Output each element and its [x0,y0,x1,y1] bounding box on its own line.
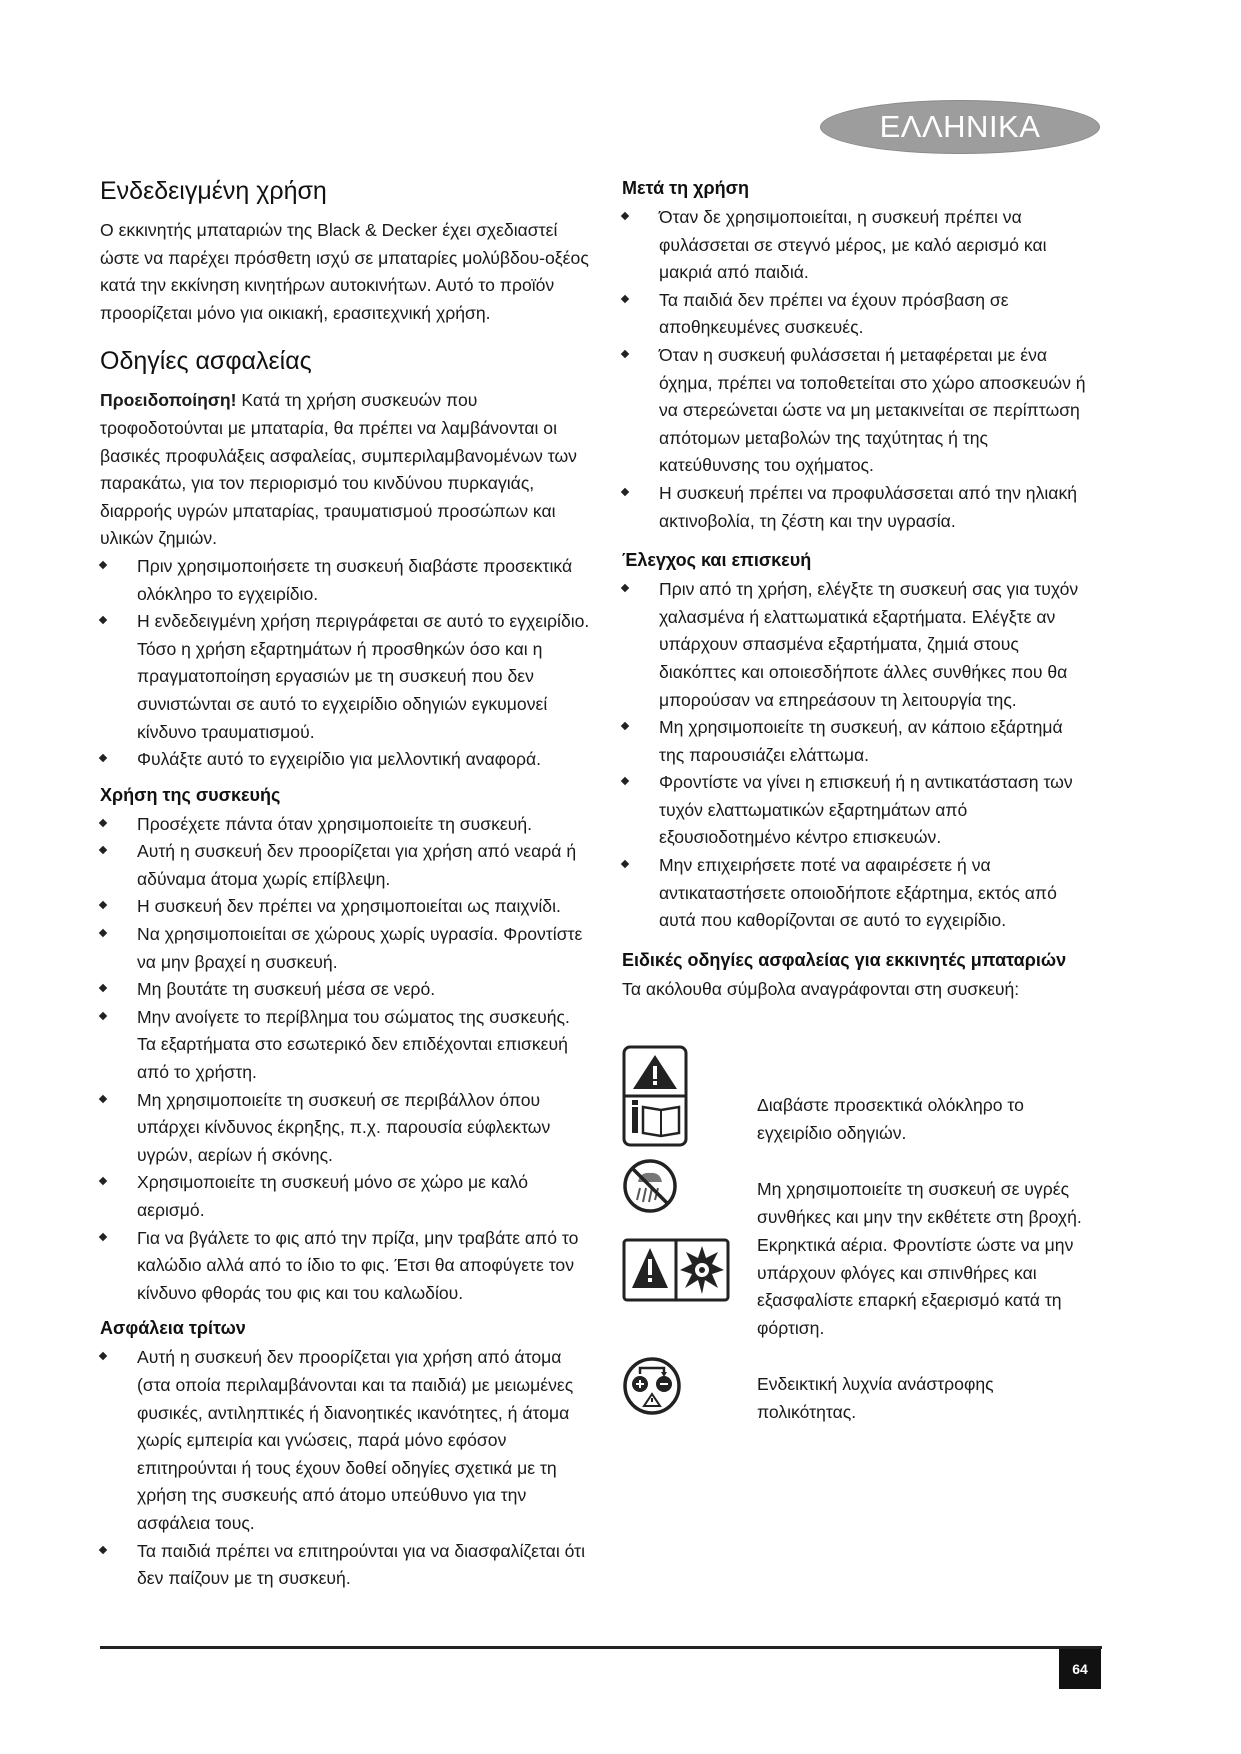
bullet-icon [621,860,629,868]
inspection-heading: Έλεγχος και επισκευή [622,550,812,571]
list-item: Πριν χρησιμοποιήσετε τη συσκευή διαβάστε προσεκτικά ολόκληρο το εγχειρίδιο. [100,553,590,608]
page-number: 64 [1059,1649,1101,1689]
language-tab: ΕΛΛΗΝΙΚΑ [820,100,1100,154]
bullet-icon [99,1352,107,1360]
list-item: Φυλάξτε αυτό το εγχειρίδιο για μελλοντική αναφορά. [100,746,590,774]
bullet-icon [99,846,107,854]
use-list [100,811,590,1308]
warning-read-manual-icon [622,1045,688,1152]
special-heading: Ειδικές οδηγίες ασφαλείας για εκκινητές μπαταριών [622,949,1067,970]
bullet-icon [621,488,629,496]
list-item: Να χρησιμοποιείται σε χώρους χωρίς υγρασία. Φροντίστε να μην βραχεί η συσκευή. [100,921,590,976]
list-item: Μην επιχειρήσετε ποτέ να αφαιρέσετε ή να αντικαταστήσετε οποιοδήποτε εξάρτημα, εκτός από αυτά που καθορίζονται σε αυτό το εγχειρίδιο. [622,852,1092,935]
symbol-text-no-rain: Μη χρησιμοποιείτε τη συσκευή σε υγρές συνθήκες και μην την εκθέτετε στη βροχή. [757,1179,1082,1227]
symbol-text-explosive: Εκρηκτικά αέρια. Φροντίστε ώστε να μην υπάρχουν φλόγες και σπινθήρες και εξασφαλίστε επαρκή εξαερισμό κατά τη φόρτιση. [757,1235,1074,1338]
list-item: Η συσκευή δεν πρέπει να χρησιμοποιείται ως παιχνίδι. [100,893,590,921]
list-item: Χρησιμοποιείτε τη συσκευή μόνο σε χώρο με καλό αερισμό. [100,1169,590,1224]
list-item: Πριν από τη χρήση, ελέγξτε τη συσκευή σας για τυχόν χαλασμένα ή ελαττωματικά εξαρτήματα. Ελέγξτε αν υπάρχουν σπασμένα εξαρτήματα, ζημιά στους διακόπτες και οποιεσδήποτε άλλες συνθήκες που θα μπορούσαν να επηρεάσουν τη λειτουργία της. [622,576,1092,714]
list-item: Αυτή η συσκευή δεν προορίζεται για χρήση από νεαρά ή αδύναμα άτομα χωρίς επίβλεψη. [100,838,590,893]
list-item: Τα παιδιά πρέπει να επιτηρούνται για να διασφαλίζεται ότι δεν παίζουν με τη συσκευή. [100,1538,590,1593]
third-party-heading: Ασφάλεια τρίτων [100,1318,246,1339]
list-item: Αυτή η συσκευή δεν προορίζεται για χρήση από άτομα (στα οποία περιλαμβάνονται και τα παιδιά) με μειωμένες φυσικές, αντιληπτικές ή διανοητικές ικανότητες, ή άτομα χωρίς εμπειρία και γνώσεις, παρά μόνο εφόσον επιτηρούνται ή τους έχουν δοθεί οδηγίες σχετικά με τη χρήση της συσκευής από άτομο υπεύθυνο για την ασφάλεια τους. [100,1344,590,1537]
bullet-icon [99,1545,107,1553]
list-item: Μη βουτάτε τη συσκευή μέσα σε νερό. [100,976,590,1004]
list-item: Όταν η συσκευή φυλάσσεται ή μεταφέρεται με ένα όχημα, πρέπει να τοποθετείται στο χώρο αποσκευών ή να στερεώνεται ώστε να μη μετακινείται σε περίπτωση απότομων μεταβολών της ταχύτητας ή της κατεύθυνσης του οχήματος. [622,342,1092,480]
warning-text: Κατά τη χρήση συσκευών που τροφοδοτούνται με μπαταρία, θα πρέπει να λαμβάνονται οι βασικές προφυλάξεις ασφαλείας, συμπεριλαμβανομένων των παρακάτω, για τον περιορισμό του κινδύνου πυρκαγιάς, διαρροής υγρών μπαταρίας, τραυματισμού προσώπων και υλικών ζημιών. [100,390,577,549]
bullet-icon [99,1094,107,1102]
bullet-icon [621,722,629,730]
bullet-icon [99,901,107,909]
bullet-icon [621,777,629,785]
safety-warning [100,387,590,553]
right-column [622,175,1092,1003]
intended-use-heading: Ενδεδειγμένη χρήση [100,177,327,205]
symbol-text-polarity: Ενδεικτική λυχνία ανάστροφης πολικότητας. [757,1374,994,1422]
list-item: Φροντίστε να γίνει η επισκευή ή η αντικατάσταση των τυχόν ελαττωματικών εξαρτημάτων από εξουσιοδοτημένο κέντρο επισκευών. [622,769,1092,852]
bullet-icon [99,561,107,569]
bullet-icon [621,584,629,592]
explosive-gas-icon [622,1238,730,1307]
footer-rule [100,1646,1102,1649]
reverse-polarity-icon [622,1356,682,1421]
intended-use-text: Ο εκκινητής μπαταριών της Black & Decker έχει σχεδιαστεί ώστε να παρέχει πρόσθετη ισχύ σε μπαταρίες μολύβδου-οξέος κατά την εκκίνηση κινητήρων αυτοκινήτων. Αυτό το προϊόν προορίζεται μόνο για οικιακή, ερασιτεχνική χρήση. [100,220,589,323]
list-item: Μη χρησιμοποιείτε τη συσκευή σε περιβάλλον όπου υπάρχει κίνδυνος έκρηξης, π.χ. παρουσία εύφλεκτων υγρών, αερίων ή σκόνης. [100,1087,590,1170]
warning-label: Προειδοποίηση! [100,390,237,411]
bullet-icon [99,984,107,992]
bullet-icon [99,754,107,762]
list-item: Η ενδεδειγμένη χρήση περιγράφεται σε αυτό το εγχειρίδιο. Τόσο η χρήση εξαρτημάτων ή προσθηκών όσο και η πραγματοποίηση εργασιών με τη συσκευή που δεν συνιστώνται σε αυτό το εγχειρίδιο οδηγιών εγκυμονεί κίνδυνο τραυματισμού. [100,608,590,746]
special-text: Τα ακόλουθα σύμβολα αναγράφονται στη συσκευή: [622,978,1020,999]
symbol-text-read-manual: Διαβάστε προσεκτικά ολόκληρο το εγχειρίδιο οδηγιών. [757,1095,1024,1143]
after-use-heading: Μετά τη χρήση [622,178,749,198]
list-item: Μη χρησιμοποιείτε τη συσκευή, αν κάποιο εξάρτημά της παρουσιάζει ελάττωμα. [622,714,1092,769]
bullet-icon [99,1177,107,1185]
bullet-icon [99,1012,107,1020]
after-use-list [622,204,1092,535]
safety-heading: Οδηγίες ασφαλείας [100,347,312,376]
no-rain-icon [622,1158,678,1219]
list-item: Μην ανοίγετε το περίβλημα του σώματος της συσκευής. Τα εξαρτήματα στο εσωτερικό δεν επιδέχονται επισκευή από το χρήστη. [100,1004,590,1087]
list-item: Η συσκευή πρέπει να προφυλάσσεται από την ηλιακή ακτινοβολία, τη ζέστη και την υγρασία. [622,480,1092,535]
bullet-icon [99,929,107,937]
list-item: Για να βγάλετε το φις από την πρίζα, μην τραβάτε από το καλώδιο αλλά από το ίδιο το φις. Έτσι θα αποφύγετε τον κίνδυνο φθοράς του φις και του καλωδίου. [100,1225,590,1308]
left-column [100,175,590,1593]
inspection-list [622,576,1092,935]
bullet-icon [621,350,629,358]
use-heading: Χρήση της συσκευής [100,784,281,805]
bullet-icon [621,212,629,220]
safety-list [100,553,590,774]
list-item: Όταν δε χρησιμοποιείται, η συσκευή πρέπει να φυλάσσεται σε στεγνό μέρος, με καλό αερισμό και μακριά από παιδιά. [622,204,1092,287]
third-party-list [100,1344,590,1592]
list-item: Τα παιδιά δεν πρέπει να έχουν πρόσβαση σε αποθηκευμένες συσκευές. [622,287,1092,342]
bullet-icon [621,295,629,303]
bullet-icon [99,1232,107,1240]
bullet-icon [99,818,107,826]
list-item: Προσέχετε πάντα όταν χρησιμοποιείτε τη συσκευή. [100,811,590,839]
bullet-icon [99,616,107,624]
